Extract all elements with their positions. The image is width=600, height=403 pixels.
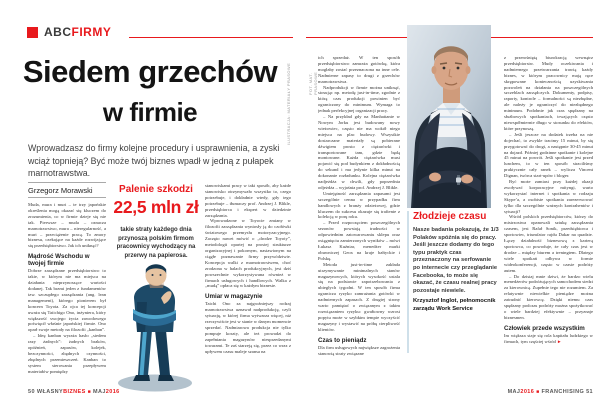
businessman-photo xyxy=(407,25,491,208)
footer-magazine-name: FRANCHISING xyxy=(541,389,585,395)
body-paragraph: z przerośniętą biurokracją wewnątrz przedsiębiorstw. Mudy oczekiwania i nadmiernego przetwarzania trawią każdy biznes, w którym pracownicy mają ręce skrępowane koniecznością uzyskiwania pozwoleń na działania na poszczególnych szczeblach zarządczych. Dokumenty, podpisy, raporty, kontrole – formalności są niezbędne, ale należy je ograniczyć do niezbędnego minimum. Podobnie jak czas spędzany na służbowych spotkaniach, trwających często niewspółmiernie długo w stosunku do efektów, które przynoszą. xyxy=(504,55,593,131)
article-column-right-1 xyxy=(318,55,400,389)
page-number-left: 50 xyxy=(28,389,35,395)
pullquote-caption: takie straty każdego dnia przynoszą polskim firmom pracownicy wychodzący na przerwy na papierosa. xyxy=(116,227,196,259)
body-paragraph: – Ideę kanban wyraża hasło „siedem razy żadnych”: żadnych braków, opóźnień, zapasów, kolejek, bezczynności, zbędnych czynności, zbędnych przemieszczeń. Kanban to system sterowania przepływem materiałów pomiędzy xyxy=(28,333,106,374)
pullquote-amount: 22,5 mln zł xyxy=(113,197,199,217)
continuation-arrow-icon: ► xyxy=(556,338,562,344)
section-logo-firmy: FIRMY xyxy=(71,25,112,39)
section-logo-abc: ABC xyxy=(44,25,72,39)
header-rule-left xyxy=(129,37,293,38)
body-paragraph: – Przed rozpoczęciem poszczególnych sezonów powstają trudności w odpowiednim zatowarowaniu sklepu oraz osiągnięciu zamierzonych wyników – mówi Łukasz Kuźniar, menedżer marki obuwniczej Geox na kraje bałtyckie i Polskę. xyxy=(318,220,400,261)
thinking-man-illustration xyxy=(103,262,208,394)
article-column-right-3 xyxy=(504,55,593,389)
page-number-right: 51 xyxy=(586,389,593,395)
section-logo-square-icon xyxy=(27,27,38,38)
footer-issue-red: 2016 xyxy=(520,389,535,395)
photo-credit: FOT. MAT. PRASOWE xyxy=(308,71,318,95)
section-logo xyxy=(44,25,111,39)
article-headline-line2: w firmie xyxy=(102,97,198,127)
footer-right xyxy=(400,389,593,395)
body-paragraph: Muda, mura i muri – te trzy japońskie określenia mogą okazać się kluczem do zrozumienia, co w firmie dzieje się nie tak. Pierwsze – muda – oznacza marnotrawstwo, mura – nieregularność, a muri – przeciążenie pracą. To zmory biznesu, czekające na każde rozwijające się przedsiębiorstwo. Jak ich uniknąć? xyxy=(28,202,106,249)
body-paragraph: – Do dzisiaj mnie dziwi, że bardzo wielu menedżerów podróżujących samochodem siedzi za kierownicą. Zupełnie tego nie rozumiem. Za relatywnie niewielkie pieniądze można zatrudnić kierowcę. Dzięki niemu czas spędzany podczas podróży można spożytkować o wiele bardziej efektywnie – przyznaje biznesmen. xyxy=(504,273,593,320)
column-subheading: Czas to pieniądz xyxy=(318,336,367,344)
column-subheading: Umiar w magazynie xyxy=(205,293,263,301)
article-column-left-1 xyxy=(28,202,106,386)
body-paragraph: Dla firm usługowych największe zagrożenia stanowią straty związane xyxy=(318,344,400,356)
red-square-bullet: ■ xyxy=(536,389,540,395)
sidebar-body: Nasze badania pokazują, że 1/3 Polaków spóźnia się do pracy. Jeśli jeszcze dodamy do tego typu praktyk czas przeznaczony na serfowanie po internecie czy przeglądanie Facebooka, to może się okazać, że czasu realnej pracy pozostaje niewiele. xyxy=(413,227,499,294)
body-paragraph: stanowiskami pracy w taki sposób, aby każde stanowisko otrzymywało wszystko to, czego potrzebuje, i dokładnie wtedy, gdy tego potrzebuje – tłumaczy prof. Andrzej J. Blikle, przedsiębiorca i ekspert w dziedzinie zarządzania. xyxy=(205,183,291,218)
sidebar-heading: Złodzieje czasu xyxy=(413,211,487,222)
illustration-credit: ILUSTRACJA: MATERIAŁY PRASOWE xyxy=(286,62,291,145)
red-square-bullet: ■ xyxy=(87,389,92,395)
body-paragraph: Umiejętność zarządzania zapasami jest szczególnie cenna w przypadku firm handlowych z branży odzieżowej, gdzie kluczem do sukcesu okazuje się trafienie z kolekcją w porę roku. xyxy=(318,190,400,220)
article-standfirst: Wprowadzasz do firmy kolejne procedury i usprawnienia, a zyski wciąż topnieją? Być może twój biznes wpadł w jedną z pułapek marnotrawstwa. xyxy=(28,143,280,178)
footer-brand-red: BIZNES xyxy=(63,389,86,395)
body-paragraph: Wśród polskich przedsiębiorców, którzy do mistrzostwa opanowali sztukę zarządzania czasem, jest Rafał Sonik, przedsiębiorca i sportowiec, triumfator rajdu Dakar na quadzie. Łączy działalność biznesową z karierą sportowca, co powoduje, że cały czas jest w drodze – między biurem a treningiem. Dlatego wiele spotkań odbywa w formie wideokonferencji, często w czasie podróży autem. xyxy=(504,214,593,273)
body-paragraph: Być może zamiast przy każdej okazji zwoływać korporacyjne mityngi, warto wykorzystać internet i spotkania w rodzaju Skype’a, a osobiste spotkania zarezerwować tylko dla szczególnie ważnych kontrahentów i sytuacji? xyxy=(504,179,593,214)
article-column-left-3 xyxy=(205,183,291,386)
body-paragraph: – Na przykład gdy na Manhattanie w Nowym Jorku jest budowany nowy wieżowiec, często nie ma wokół niego miejsca na plac budowy. Wszystkie dostarczane materiały są pobierane dźwigiem prosto z ciężarówki i transportowane tam, gdzie będą montowane. Każda ciężarówka musi pojawić się pod budynkiem z dokładnością do sekund i ma jedynie kilka minut na dokonanie rozładunku. Kolejna ciężarówka nadjeżdża w chwili, gdy poprzednia odjeżdża – wyjaśnia prof. Andrzej J. Blikle. xyxy=(318,114,400,190)
article-headline-line1: Siedem grzechów xyxy=(22,54,278,89)
body-paragraph: ich sprzedaż. W ten sposób przedsiębiorstwo zamraża gotówkę, która mogłaby zostać przeznaczona na inne cele. Nadmierne zapasy to drugi z grzechów marnotrawstwa. xyxy=(318,55,400,84)
author-byline: Grzegorz Morawski xyxy=(28,182,106,198)
sidebar-time-thieves xyxy=(407,211,499,353)
body-paragraph: Taichi Ono za najgroźniejszy rodzaj marnotrawstwa uznawał nadprodukcję, czyli sytuację, w której firma wytwarza więcej, niż rzeczywiście jest w stanie w danym momencie sprzedać. Nadmiarowa produkcja nie tylko pompuje koszty, ale też prowadzi do zapełniania magazynów niesprzedanymi towarami. Te zaś starzeją się, przez co wraz z upływem czasu maleje szansa na xyxy=(205,301,291,354)
body-paragraph: Im większa staje się rola kapitału ludzkiego w firmach, tym częściej wśród ► xyxy=(504,332,593,344)
body-paragraph: Metoda just-in-time zakłada utrzymywanie minimalnych stanów magazynowych, których wysokość ustala się na podstawie zapotrzebowania z ubiegłych tygodni. W ten sposób firma ogranicza ryzyko zamrażania gotówki w nadmiernych zapasach. Z drugiej strony warto pamiętać o związanym z takim rozwiązaniem ryzyku: gwałtowny wzrost popytu może w szybkim tempie wyczyścić magazyny i wystawić na próbę cierpliwość klientów. xyxy=(318,261,400,332)
footer-issue-red: 2016 xyxy=(105,389,120,395)
sidebar-attribution: Krzysztof Inglot, pełnomocnik zarządu Work Service xyxy=(413,298,496,312)
footer-left xyxy=(28,389,120,395)
body-paragraph: Dobrze zarządzane przedsiębiorstwo to takie, w którym nie ma miejsca na działania nieprzynoszące wartości dodanej. Tak brzmi jeden z fundamentów tzw. szczupłego zarządzania (ang. lean management), którego pionierem był koncern Toyota. Za ojca tej koncepcji uważa się Taiichigo Ono, inżyniera, który większość swojego życia zawodowego poświęcił właśnie japońskiej firmie. Ono oparł swoje metody na filozofii „kanban”. xyxy=(28,268,106,333)
column-subheading: Mądrość Wschodu w twojej firmie xyxy=(28,253,90,268)
body-paragraph: Nadprodukcji w firmie można uniknąć, stosując np. metodę just-in-time, zgodnie z którą czas produkcji powinien być ograniczony do minimum. Wymaga to jednak perfekcyjnej organizacji pracy. xyxy=(318,84,400,114)
footer-brand-dark: WŁASNY xyxy=(36,389,64,395)
body-paragraph: Wprowadzone w Toyocie zmiany w filozofii zarządzania wyniosły ją do czołówki światowego przemysłu motoryzacyjnego. Zaczęto nawet mówić o „drodze Toyoty”, metodologii opartej na prostej strukturze organizacyjnej i pokornym, nastawionym na ciągłe poznawanie firmy przywództwie. Koncepcja walki z marnotrawstwem, choć zrodzona w halach produkcyjnych, jest dziś powszechnie wykorzystywana również w firmach usługowych i handlowych. Walka z „mudą” opłaca się w każdym biznesie. xyxy=(205,218,291,289)
pullquote-kicker: Palenie szkodzi xyxy=(119,184,193,195)
footer-issue-dark: MAJ xyxy=(92,389,106,395)
footer-issue-dark: MAJ xyxy=(507,389,521,395)
body-paragraph: – Jeśli jeszcze na dodatek trzeba na nie dojechać, to zwykle tracimy 15 minut, by się przygotować do drogi, a następnie 30-45 minut na dojazd. Później godzinne spotkanie i kolejne 45 minut na powrót. Jeśli spotkanie jest przed lunchem, to w ten sposób straciliśmy praktycznie cały ranek – wylicza Vincent Dignan, twórca start-upów i bloger. xyxy=(504,131,593,179)
column-subheading: Człowiek przede wszystkim xyxy=(504,324,585,332)
